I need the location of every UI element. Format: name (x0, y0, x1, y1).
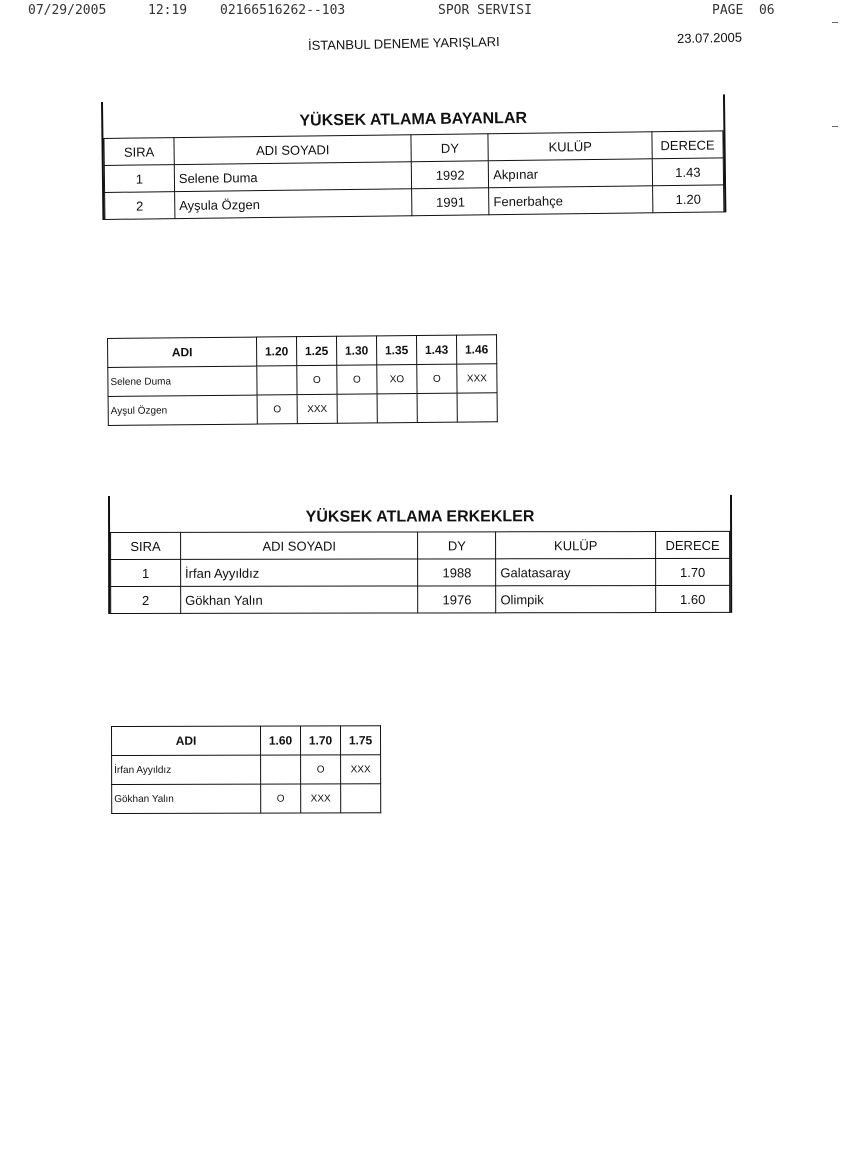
col-kulup: KULÜP (488, 132, 652, 161)
col-sira: SIRA (104, 138, 174, 166)
athlete-name: Gökhan Yalın (112, 784, 261, 813)
name-cell: İrfan Ayyıldız (181, 559, 419, 586)
rank-cell: 1 (111, 559, 181, 586)
men-attempts-table (111, 725, 381, 814)
men-results-title: YÜKSEK ATLAMA ERKEKLER (305, 508, 535, 526)
attempt-mark (377, 394, 417, 423)
attempt-mark: XO (377, 365, 417, 394)
attempt-mark: O (417, 364, 457, 393)
col-derece: DERECE (656, 531, 730, 558)
fax-number: 02166516262--103 (220, 3, 346, 18)
attempt-mark (341, 784, 381, 813)
dy-cell: 1976 (418, 586, 496, 613)
dy-cell: 1992 (412, 161, 489, 189)
fax-header (0, 3, 844, 21)
table-row (111, 558, 730, 586)
attempt-mark (261, 755, 301, 784)
athlete-name: İrfan Ayyıldız (112, 755, 261, 784)
club-cell: Fenerbahçe (489, 186, 653, 215)
men-results-header (111, 531, 730, 559)
club-cell: Olimpik (496, 586, 656, 613)
attempt-mark: XXX (457, 364, 497, 393)
attempt-mark (417, 393, 457, 422)
men-results-table (110, 531, 730, 614)
attempt-mark: O (297, 365, 337, 394)
attempt-mark (257, 366, 297, 395)
height-header: 1.35 (376, 336, 416, 365)
mark-cell: 1.20 (653, 185, 724, 213)
dy-cell: 1991 (412, 188, 489, 216)
rank-cell: 2 (105, 192, 175, 220)
event-date: 23.07.2005 (676, 29, 743, 46)
col-adi: ADI (112, 726, 261, 755)
attempt-mark: XXX (341, 755, 381, 784)
fax-date: 07/29/2005 (28, 3, 107, 18)
col-dy: DY (418, 532, 496, 559)
table-row (108, 393, 497, 426)
men-attempts-block (111, 725, 381, 814)
mark-cell: 1.60 (656, 585, 730, 612)
height-header: 1.46 (456, 335, 496, 364)
col-derece: DERECE (652, 131, 723, 159)
col-adi-soyadi: ADI SOYADI (174, 135, 412, 165)
height-header: 1.30 (336, 336, 376, 365)
attempt-mark: XXX (301, 784, 341, 813)
athlete-name: Selene Duma (108, 366, 257, 396)
men-attempts-header (112, 726, 381, 756)
height-header: 1.70 (301, 726, 341, 755)
col-sira: SIRA (111, 532, 181, 559)
women-results-block (101, 94, 726, 220)
attempt-mark: XXX (297, 394, 337, 423)
fax-department: SPOR SERVISI (438, 3, 532, 18)
attempt-mark (457, 393, 497, 422)
fax-time: 12:19 (148, 3, 188, 18)
attempt-mark (337, 394, 377, 423)
height-header: 1.60 (261, 726, 301, 755)
attempt-mark: O (337, 365, 377, 394)
mark-cell: 1.70 (656, 558, 730, 585)
col-kulup: KULÜP (496, 532, 656, 559)
scan-mark (832, 22, 838, 23)
table-row (112, 755, 381, 785)
athlete-name: Ayşul Özgen (108, 395, 257, 425)
event-title: İSTANBUL DENEME YARIŞLARI (307, 33, 500, 53)
height-header: 1.20 (256, 337, 296, 366)
height-header: 1.25 (296, 336, 336, 365)
women-results-frame (101, 94, 726, 220)
name-cell: Ayşula Özgen (175, 189, 413, 219)
table-row (112, 784, 381, 814)
rank-cell: 1 (104, 165, 174, 193)
name-cell: Gökhan Yalın (181, 586, 419, 613)
women-attempts-header (108, 335, 497, 368)
col-adi: ADI (108, 337, 257, 367)
col-adi-soyadi: ADI SOYADI (180, 532, 418, 559)
dy-cell: 1988 (418, 559, 496, 586)
women-results-table (103, 130, 724, 220)
table-row (111, 585, 730, 613)
attempt-mark: O (261, 784, 301, 813)
women-results-title: YÜKSEK ATLAMA BAYANLAR (299, 109, 528, 130)
scan-mark (832, 126, 838, 127)
women-attempts-block (107, 334, 498, 426)
women-attempts-table (107, 334, 498, 426)
col-dy: DY (411, 134, 488, 162)
name-cell: Selene Duma (174, 162, 412, 192)
height-header: 1.75 (341, 726, 381, 755)
mark-cell: 1.43 (652, 158, 723, 186)
men-results-block (108, 495, 732, 614)
men-results-frame (108, 495, 732, 614)
height-header: 1.43 (416, 335, 456, 364)
fax-page: PAGE 06 (712, 3, 775, 18)
table-row (108, 364, 497, 397)
attempt-mark: O (257, 395, 297, 424)
rank-cell: 2 (111, 586, 181, 613)
club-cell: Galatasaray (496, 559, 656, 586)
club-cell: Akpınar (488, 159, 652, 188)
attempt-mark: O (301, 755, 341, 784)
